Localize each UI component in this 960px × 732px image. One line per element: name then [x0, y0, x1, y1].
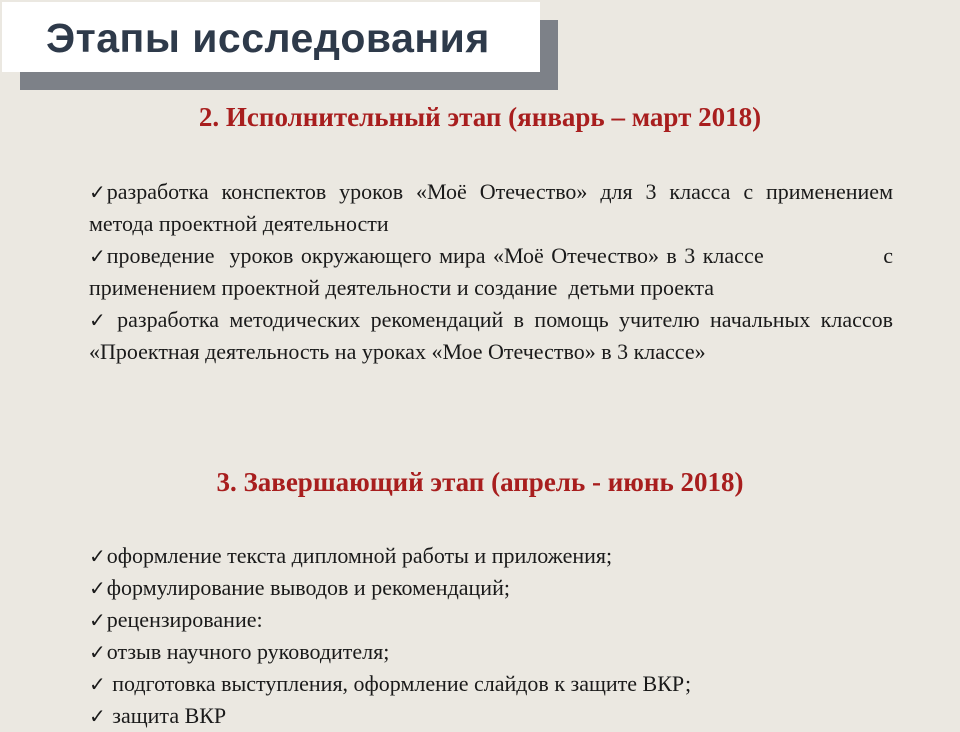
stage-3-list	[89, 540, 893, 732]
check-mark-icon: ✓	[89, 608, 106, 632]
check-mark-icon: ✓	[89, 704, 106, 728]
stage-2-list	[89, 176, 899, 368]
check-mark-icon: ✓	[89, 672, 106, 696]
list-item: ✓разработка конспектов уроков «Моё Отечество» для 3 класса с применением метода проектной деятельности	[89, 179, 893, 236]
check-mark-icon: ✓	[89, 640, 106, 664]
list-item: ✓ защита ВКР	[89, 703, 227, 728]
slide-title: Этапы исследования	[46, 15, 490, 61]
stage-3-heading: 3. Завершающий этап (апрель - июнь 2018)	[216, 467, 744, 497]
list-item: ✓проведение уроков окружающего мира «Моё Отечество» в 3 классе с применением проектной деятельности и создание детьми проекта	[89, 243, 899, 300]
stage-2-heading: 2. Исполнительный этап (январь – март 2018)	[198, 102, 762, 132]
check-mark-icon: ✓	[89, 576, 106, 600]
title-box	[2, 2, 540, 72]
check-mark-icon: ✓	[89, 308, 106, 332]
check-mark-icon: ✓	[89, 544, 106, 568]
list-item: ✓отзыв научного руководителя;	[89, 639, 390, 664]
check-mark-icon: ✓	[89, 180, 106, 204]
list-item: ✓ разработка методических рекомендаций в помощь учителю начальных классов «Проектная деятельность на уроках «Мое Отечество» в 3 классе»	[89, 307, 893, 364]
list-item: ✓рецензирование:	[89, 607, 263, 632]
list-item: ✓оформление текста дипломной работы и приложения;	[89, 543, 613, 568]
list-item: ✓ подготовка выступления, оформление слайдов к защите ВКР;	[89, 671, 692, 696]
list-item: ✓формулирование выводов и рекомендаций;	[89, 575, 510, 600]
check-mark-icon: ✓	[89, 244, 106, 268]
